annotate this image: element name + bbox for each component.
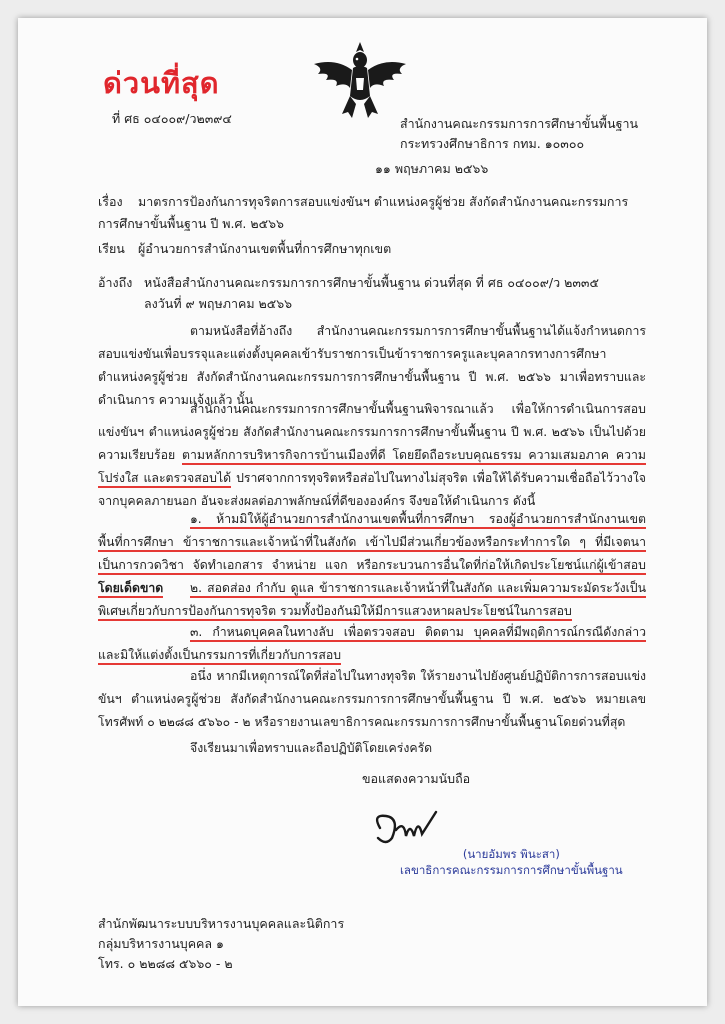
measure-item-3-text: ๓. กำหนดบุคคลในทางลับ เพื่อตรวจสอบ ติดตาม บุคคลที่มีพฤติการณ์กรณีดังกล่าว และมิให้แต่งตั้งเป็นกรรมการที่เกี่ยวกับการสอบ: [98, 625, 646, 665]
footer-phone: โทร. ๐ ๒๒๘๘ ๕๖๖๐ - ๒: [98, 956, 233, 971]
signatory-block: [400, 846, 623, 878]
office-address: กระทรวงศึกษาธิการ กทม. ๑๐๓๐๐: [400, 136, 585, 151]
office-name: สำนักงานคณะกรรมการการศึกษาขั้นพื้นฐาน: [400, 116, 639, 131]
paragraph-intro: ตามหนังสือที่อ้างถึง สำนักงานคณะกรรมการการศึกษาขั้นพื้นฐานได้แจ้งกำหนดการสอบแข่งขันเพื่อบรรจุและแต่งตั้งบุคคลเข้ารับราชการเป็นข้าราชการครูและบุคลากรทางการศึกษา ตำแหน่งครูผู้ช่วย สังกัดสำนักงานคณะกรรมการการศึกษาขั้นพื้นฐาน ปี พ.ศ. ๒๕๖๖ มาเพื่อทราบและดำเนินการ ความแจ้งแล้ว นั้น: [98, 324, 646, 407]
document-date: ๑๑ พฤษภาคม ๒๕๖๖: [375, 161, 489, 176]
measure-item-3: [98, 621, 646, 667]
addressee-text: ผู้อำนวยการสำนักงานเขตพื้นที่การศึกษาทุกเขต: [137, 241, 392, 256]
urgency-stamp: ด่วนที่สุด: [103, 66, 220, 100]
measure-item-1-text: ๑. ห้ามมิให้ผู้อำนวยการสำนักงานเขตพื้นที่การศึกษา รองผู้อำนวยการสำนักงานเขตพื้นที่การศึกษา ข้าราชการและเจ้าหน้าที่ในสังกัด เข้าไปมีส่วนเกี่ยวข้องหรือกระทำการใด ๆ ที่มีเจตนาเป็นการกวดวิชา จัดทำเอกสาร จำหน่าย แจก หรือกระบวนการอื่นใดที่ก่อให้เกิดประโยชน์แก่ผู้เข้าสอบ: [98, 512, 646, 575]
measure-item-1-emphasis: โดยเด็ดขาด: [98, 581, 163, 598]
document-number: ที่ ศธ ๐๔๐๐๙/ว๒๓๙๔: [112, 111, 232, 126]
measure-item-2: [98, 577, 646, 623]
addressee-line: [98, 240, 638, 258]
subject-line: [98, 191, 638, 235]
signatory-name: (นายอัมพร พินะสา): [462, 847, 560, 861]
signatory-position: เลขาธิการคณะกรรมการการศึกษาขั้นพื้นฐาน: [400, 863, 623, 877]
contact-footer: [98, 914, 498, 974]
paragraph-considerations-a: สำนักงานคณะกรรมการการศึกษาขั้นพื้นฐานพิจารณาแล้ว เพื่อให้การดำเนินการสอบแข่งขันฯ ตำแหน่งครูผู้ช่วย สังกัดสำนักงานคณะกรรมการการศึกษาขั้นพื้นฐาน ปี พ.ศ. ๒๕๖๖ เป็นไปด้วยความเรียบร้อย: [98, 402, 646, 462]
paragraph-considerations-b: ตามหลักการบริหารกิจการบ้านเมืองที่ดี โดยยึดถือระบบคุณธรรม ความเสมอภาค ความโปร่งใส และตรวจสอบได้: [98, 448, 646, 488]
reference-label: อ้างถึง: [98, 275, 133, 290]
addressee-label: เรียน: [98, 241, 125, 256]
reference-line: [98, 272, 638, 314]
paragraph-considerations-c: ปราศจากการทุจริตหรือส่อไปในทางไม่สุจริต เพื่อให้ได้รับความเชื่อถือไว้วางใจจากบุคคลภายนอก อันจะส่งผลต่อภาพลักษณ์ที่ดีขององค์กร จึงขอให้ดำเนินการ ดังนี้: [98, 471, 646, 508]
paragraph-considerations: [98, 398, 646, 513]
subject-label: เรื่อง: [98, 194, 123, 209]
paragraph-report: อนึ่ง หากมีเหตุการณ์ใดที่ส่อไปในทางทุจริต ให้รายงานไปยังศูนย์ปฏิบัติการการสอบแข่งขันฯ ตำแหน่งครูผู้ช่วย สังกัดสำนักงานคณะกรรมการการศึกษาขั้นพื้นฐาน ปี พ.ศ. ๒๕๖๖ หมายเลขโทรศัพท์ ๐ ๒๒๘๘ ๕๖๖๐ - ๒ หรือรายงานเลขาธิการคณะกรรมการการศึกษาขั้นพื้นฐานโดยด่วนที่สุด: [98, 669, 646, 729]
garuda-emblem-icon: [306, 38, 414, 120]
issuing-office: [400, 114, 660, 154]
closing-regards: ขอแสดงความนับถือ: [362, 771, 471, 786]
signature-icon: [366, 808, 476, 848]
subject-text: มาตรการป้องกันการทุจริตการสอบแข่งขันฯ ตำแหน่งครูผู้ช่วย สังกัดสำนักงานคณะกรรมการการศึกษาขั้นพื้นฐาน ปี พ.ศ. ๒๕๖๖: [98, 194, 629, 231]
reference-date: ลงวันที่ ๙ พฤษภาคม ๒๕๖๖: [144, 296, 293, 311]
reference-text: หนังสือสำนักงานคณะกรรมการการศึกษาขั้นพื้นฐาน ด่วนที่สุด ที่ ศธ ๐๔๐๐๙/ว ๒๓๓๕: [144, 275, 599, 290]
paragraph-closing: จึงเรียนมาเพื่อทราบและถือปฏิบัติโดยเคร่งครัด: [190, 741, 433, 755]
footer-department: สำนักพัฒนาระบบบริหารงานบุคคลและนิติการ: [98, 916, 345, 931]
measure-item-2-text: ๒. สอดส่อง กำกับ ดูแล ข้าราชการและเจ้าหน้าที่ในสังกัด และเพิ่มความระมัดระวังเป็นพิเศษเกี่ยวกับการป้องกันการทุจริต รวมทั้งป้องกันมิให้มีการแสวงหาผลประโยชน์ในการสอบ: [98, 581, 646, 621]
footer-group: กลุ่มบริหารงานบุคคล ๑: [98, 936, 224, 951]
